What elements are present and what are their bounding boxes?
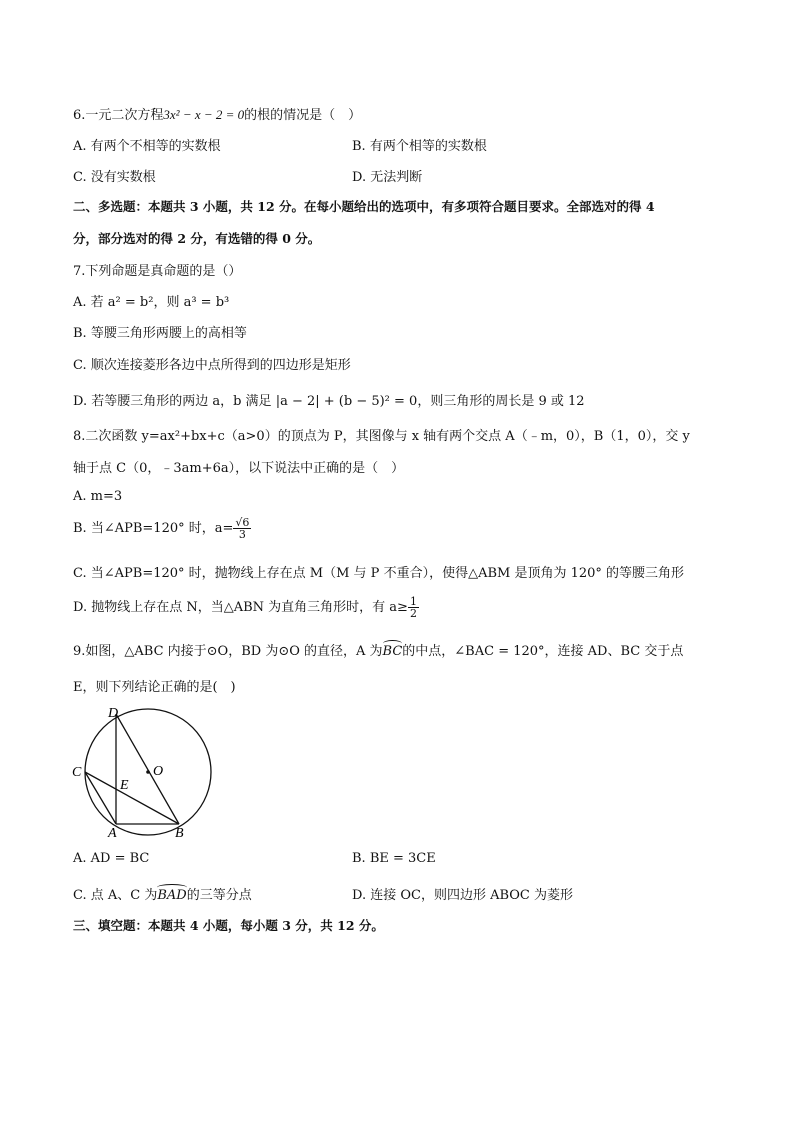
q7-option-a: A. 若 a² = b²，则 a³ = b³ <box>73 295 230 310</box>
q9-line1-pre: 9.如图，△ABC 内接于⊙O，BD 为⊙O 的直径，A 为 <box>73 644 383 659</box>
q9-line1 <box>73 640 683 659</box>
q6-stem-post: 的根的情况是（ ） <box>244 108 362 123</box>
q8-option-d-numerator: 1 <box>409 595 417 608</box>
q9-line1-post: 的中点，∠BAC = 120°，连接 AD、BC 交于点 <box>402 644 684 659</box>
q8-option-b-numerator: √6 <box>235 516 250 529</box>
q6-stem <box>73 104 361 123</box>
q6-option-d: D. 无法判断 <box>352 170 423 185</box>
label-o: O <box>153 764 164 779</box>
q6-option-a: A. 有两个不相等的实数根 <box>73 139 221 154</box>
q8-option-b <box>73 517 251 540</box>
q8-line1: 8.二次函数 y=ax²+bx+c（a>0）的顶点为 P，其图像与 x 轴有两个交点 A（﹣m，0），B（1，0），交 y <box>73 429 690 444</box>
q9-option-a: A. AD = BC <box>73 851 150 866</box>
q6-option-b: B. 有两个相等的实数根 <box>352 139 487 154</box>
label-a: A <box>108 826 117 840</box>
q8-line2: 轴于点 C（0，﹣3am+6a），以下说法中正确的是（ ） <box>73 461 405 476</box>
q7-option-b: B. 等腰三角形两腰上的高相等 <box>73 326 247 341</box>
q8-option-b-text: B. 当∠APB=120° 时，a= <box>73 521 234 536</box>
label-d: D <box>108 706 119 721</box>
q8-option-d-denominator: 2 <box>409 607 417 620</box>
q9-option-c-pre: C. 点 A、C 为 <box>73 888 158 903</box>
q8-option-b-denominator: 3 <box>238 528 246 541</box>
q6-option-c: C. 没有实数根 <box>73 170 156 185</box>
section2-line2: 分，部分选对的得 2 分，有选错的得 0 分。 <box>73 231 321 246</box>
q9-option-b: B. BE = 3CE <box>352 851 436 866</box>
segment-bd <box>116 714 179 824</box>
q9-line2: E，则下列结论正确的是( ) <box>73 680 236 695</box>
q8-option-d-text: D. 抛物线上存在点 N，当△ABN 为直角三角形时，有 a≥ <box>73 600 408 615</box>
label-c: C <box>72 765 82 780</box>
segment-ca <box>85 772 116 824</box>
q9-arc-bad: BAD <box>157 888 187 903</box>
q8-option-b-fraction <box>233 517 251 540</box>
section2-line1: 二、多选题：本题共 3 小题，共 12 分。在每小题给出的选项中，有多项符合题目要求。全部选对的得 4 <box>73 199 655 214</box>
q8-option-d-fraction <box>408 596 419 619</box>
q7-option-d: D. 若等腰三角形的两边 a，b 满足 |a − 2| + (b − 5)² = 0，则三角形的周长是 9 或 12 <box>73 394 585 409</box>
q6-stem-pre: 6.一元二次方程 <box>73 108 164 123</box>
section3-line1: 三、填空题：本题共 4 小题，每小题 3 分，共 12 分。 <box>73 918 384 933</box>
label-e: E <box>120 778 129 793</box>
q9-option-c-post: 的三等分点 <box>186 888 252 903</box>
center-o-dot <box>146 770 150 774</box>
q9-circle-figure <box>68 700 218 840</box>
segment-bc <box>85 772 179 824</box>
q9-option-d: D. 连接 OC，则四边形 ABOC 为菱形 <box>352 888 574 903</box>
q7-stem: 7.下列命题是真命题的是（） <box>73 264 242 279</box>
q8-option-c: C. 当∠APB=120° 时，抛物线上存在点 M（M 与 P 不重合），使得△ABM 是顶角为 120° 的等腰三角形 <box>73 566 685 581</box>
q7-option-c: C. 顺次连接菱形各边中点所得到的四边形是矩形 <box>73 358 351 373</box>
q8-option-d <box>73 596 419 619</box>
label-b: B <box>175 826 184 840</box>
q6-equation: 3x² − x − 2 = 0 <box>163 107 245 122</box>
q8-option-a: A. m=3 <box>73 489 123 504</box>
q9-option-c <box>73 884 252 903</box>
q9-arc-bc: BC <box>382 644 403 659</box>
